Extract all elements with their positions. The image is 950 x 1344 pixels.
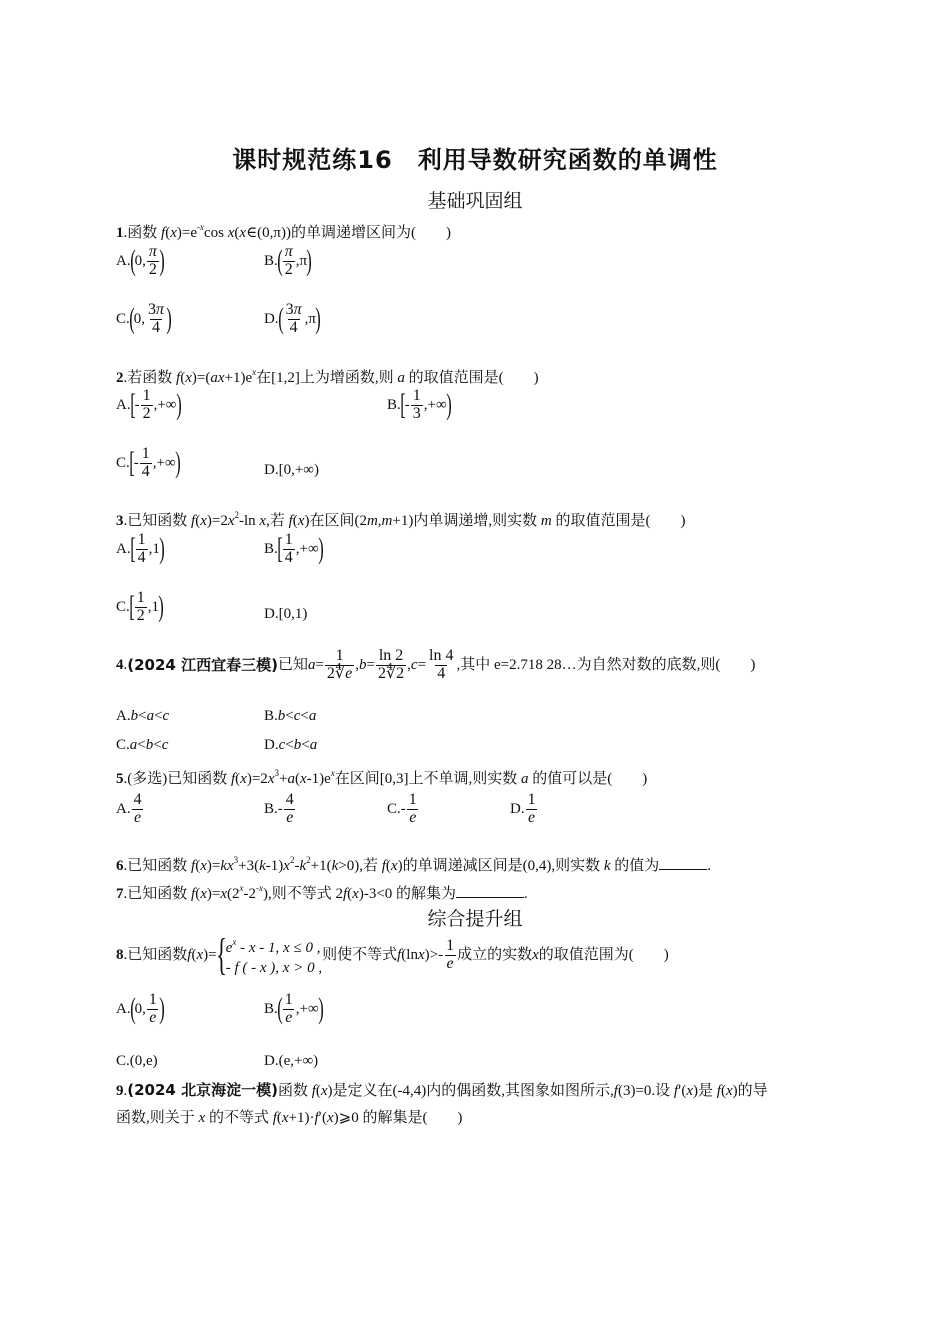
- page-title: 课时规范练16 利用导数研究函数的单调性: [232, 146, 718, 174]
- question-7-stem: 7.已知函数 $f(x)=x(2^x-2^{-x})$,则不等式 2f(x)-3<0 的解集为 .: [116, 883, 528, 902]
- q5-option-a[interactable]: A. $\frac{4}{e}$: [116, 791, 142, 826]
- q8-option-d[interactable]: D.(e,+∞): [264, 1053, 319, 1069]
- q2-option-a[interactable]: A. [ - $\frac{1}{2}$ ,+∞ ): [116, 387, 182, 422]
- question-8-stem: 8 .已知函数 f ( x )= { $e^x$ - x - 1, x ≤ 0 , - f ( - x ), x > 0 , 则使不等式 f (ln x )>- $\frac{1}{e}$ 成立的实数 x 的取值范围为( ): [116, 930, 669, 979]
- q3-option-c[interactable]: C. [ $\frac{1}{2}$ ,1 ): [116, 589, 164, 624]
- question-5-stem: 5.(多选)已知函数 $f(x)=2x^3+a(x-1)e^x$在区间[0,3]上不单调,则实数 a 的值可以是( ): [116, 768, 648, 787]
- q1-option-c[interactable]: C. ( 0, $\frac{3\pi}{4}$ ): [116, 301, 172, 336]
- question-1-stem: 1.函数 $f(x)=e^{-x}\cos$ x(x∈(0,π))的单调递增区间为( ): [116, 222, 451, 241]
- q2-option-d[interactable]: D.[0,+∞): [264, 462, 319, 478]
- q5-option-c[interactable]: C.- $\frac{1}{e}$: [387, 791, 417, 826]
- section-comprehensive: 综合提升组: [427, 908, 523, 930]
- q3-option-a[interactable]: A. [ $\frac{1}{4}$ ,1 ): [116, 531, 165, 566]
- q5-option-b[interactable]: B.- $\frac{4}{e}$: [264, 791, 294, 826]
- q8-option-a[interactable]: A. ( 0, $\frac{1}{e}$ ): [116, 991, 165, 1026]
- question-2-stem: 2.若函数 $f(x)=(ax+1)e^x$在[1,2]上为增函数,则 a 的取值范围是( ): [116, 367, 539, 386]
- q8-option-c[interactable]: C.(0,e): [116, 1053, 158, 1069]
- question-6-stem: 6.已知函数 $f(x)=kx^3+3(k-1)x^2-k^2+1(k>0)$,若 f(x)的单调递减区间是(0,4),则实数 k 的值为 .: [116, 855, 712, 874]
- q3-option-d[interactable]: D.[0,1): [264, 606, 308, 622]
- q1-option-a[interactable]: A. ( 0, $\frac{\pi}{2}$ ): [116, 243, 165, 278]
- q4-option-d[interactable]: D.c<b<a: [264, 737, 318, 753]
- section-basic: 基础巩固组: [427, 190, 523, 212]
- q1-option-b[interactable]: B. ( $\frac{\pi}{2}$ ,π ): [264, 243, 312, 278]
- q4-option-c[interactable]: C.a<b<c: [116, 737, 169, 753]
- q2-option-c[interactable]: C. [ - $\frac{1}{4}$ ,+∞ ): [116, 445, 181, 480]
- q5-option-d[interactable]: D. $\frac{1}{e}$: [510, 791, 536, 826]
- question-9-line-2: 函数,则关于 x 的不等式 f(x+1)·f′(x)⩾0 的解集是( ): [116, 1110, 463, 1126]
- question-4-stem: 4 . (2024 江西宜春三模) 已知 a = $\frac{1}{2∜e}$ , b = $\frac{\ln 2}{2∜2}$ , c = $\frac{\ln 4}{4}$ ,其中 e=2.718 28…为自然对数的底数,则( ): [116, 647, 756, 682]
- q8-option-b[interactable]: B. ( $\frac{1}{e}$ ,+∞ ): [264, 991, 324, 1026]
- question-3-stem: 3.已知函数 $f(x)=2x^2-\ln$ x,若 f(x)在区间(2m,m+1)内单调递增,则实数 m 的取值范围是( ): [116, 510, 686, 529]
- q2-option-b[interactable]: B. [ - $\frac{1}{3}$ ,+∞ ): [387, 387, 452, 422]
- q4-option-b[interactable]: B.b<c<a: [264, 708, 317, 724]
- q3-option-b[interactable]: B. [ $\frac{1}{4}$ ,+∞ ): [264, 531, 324, 566]
- q1-option-d[interactable]: D. ( $\frac{3\pi}{4}$ ,π ): [264, 301, 321, 336]
- q4-option-a[interactable]: A.b<a<c: [116, 708, 170, 724]
- question-9-line-1: 9.(2024 北京海淀一模)函数 f(x)是定义在(-4,4)内的偶函数,其图象如图所示,f(3)=0.设 f′(x)是 f(x)的导: [116, 1081, 768, 1099]
